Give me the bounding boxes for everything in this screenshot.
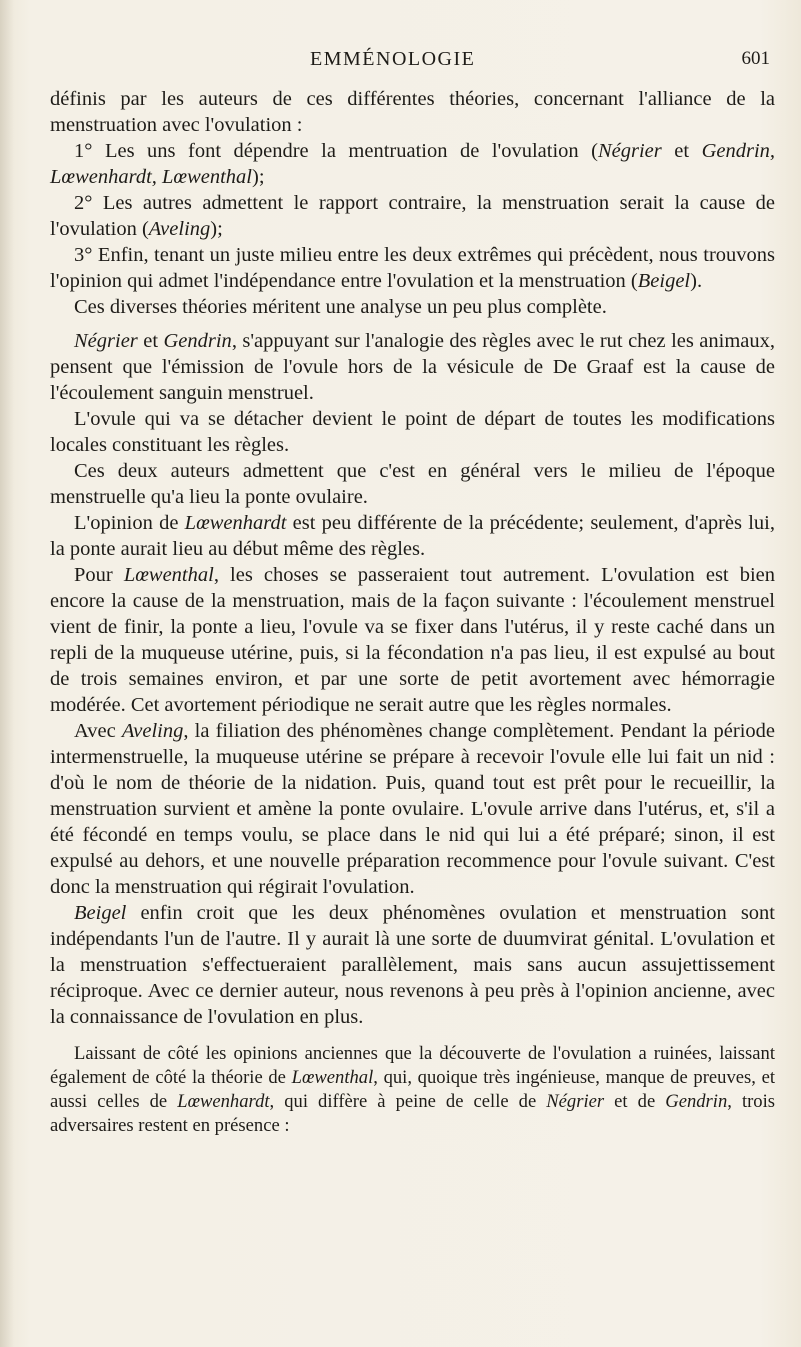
text-run: 3° Enfin, tenant un juste milieu entre les deux extrêmes qui précèdent, nous trouvons l'opinion qui admet l'indépendance entre l'ovulation et la menstruation ( <box>50 244 775 292</box>
author-name: Négrier <box>546 1091 605 1112</box>
paragraph-4 <box>50 242 775 294</box>
text-run: 2° Les autres admettent le rapport contraire, la menstruation serait la cause de l'ovulation ( <box>50 192 775 240</box>
paragraph-11 <box>50 718 775 900</box>
author-name: Lœwenhardt <box>184 512 287 534</box>
text-run: ); <box>252 166 265 188</box>
running-title: EMMÉNOLOGIE <box>310 48 476 70</box>
paragraph-9 <box>50 510 775 562</box>
author-names: Gendrin, Lœwenhardt, Lœwenthal <box>50 140 776 188</box>
text-run: , qui, quoique très ingénieuse, manque de preuves, et aussi celles de <box>50 1067 775 1112</box>
text-run: est peu différente de la précédente; seulement, d'après lui, la ponte aurait lieu au début même des règles. <box>50 512 775 560</box>
author-name: Beigel <box>637 270 691 292</box>
text-run: L'opinion de <box>74 512 185 534</box>
author-name: Aveling <box>148 218 211 240</box>
text-run: ); <box>210 218 223 240</box>
paragraph-6 <box>50 328 775 406</box>
paragraph-8 <box>50 458 775 510</box>
paragraph-7 <box>50 406 775 458</box>
text-run: Pour <box>74 564 124 586</box>
text-run: et <box>137 330 164 352</box>
author-name: Beigel <box>74 902 127 924</box>
text-run: , trois adversaires restent en présence : <box>50 1091 776 1136</box>
text-run: 1° Les uns font dépendre la mentruation de l'ovulation ( <box>74 140 598 162</box>
text-run: et de <box>604 1091 666 1112</box>
text-run: enfin croit que les deux phénomènes ovulation et menstruation sont indépendants l'un de l'autre. Il y aurait là une sorte de duumvirat génital. L'ovulation et la menstruation s'effectueraient parallèlement, mais sans aucun assujettissement réciproque. Avec ce dernier auteur, nous revenons à peu près à l'opinion ancienne, avec la connaissance de l'ovulation en plus. <box>50 902 775 1028</box>
text-run: et <box>661 140 702 162</box>
paragraph-8-text: Ces deux auteurs admettent que c'est en général vers le milieu de l'époque menstruelle qu'a lieu la ponte ovulaire. <box>50 460 775 508</box>
text-run: , la filiation des phénomènes change complètement. Pendant la période intermenstruelle, la muqueuse utérine se prépare à recevoir l'ovule elle lui fait un nid : d'où le nom de théorie de la nidation. Puis, quand tout est prêt pour le recueillir, la menstruation survient et amène la ponte ovulaire. L'ovule arrive dans l'utérus, et, s'il a été fécondé en temps voulu, se place dans le nid qui lui a été préparé; sinon, il est expulsé au dehors, et une nouvelle préparation recommence pour l'ovule suivant. C'est donc la menstruation qui régirait l'ovulation. <box>50 720 775 898</box>
text-run: Laissant de côté les opinions anciennes que la découverte de l'ovulation a ruinées, laissant également de côté la théorie de <box>50 1043 775 1088</box>
author-name: Lœwenthal <box>123 564 214 586</box>
paragraph-7-text: L'ovule qui va se détacher devient le point de départ de toutes les modifications locales constituant les règles. <box>50 408 775 456</box>
page-header <box>60 48 770 78</box>
author-name: Gendrin <box>665 1091 728 1112</box>
author-name: Négrier <box>74 330 138 352</box>
text-run: , les choses se passeraient tout autrement. L'ovulation est bien encore la cause de la menstruation, mais de la façon suivante : l'écoulement menstruel vient de finir, la ponte a lieu, l'ovule va se fixer dans l'utérus, il y reste caché dans un repli de la muqueuse utérine, puis, si la fécondation n'a pas lieu, il est expulsé au bout de trois semaines environ, et par une sorte de petit avortement avec hémorragie modérée. Cet avortement périodique ne serait autre que les règles normales. <box>50 564 776 716</box>
paragraph-5 <box>50 294 775 320</box>
paragraph-1 <box>50 86 775 138</box>
paragraph-2 <box>50 138 775 190</box>
author-name: Négrier <box>597 140 662 162</box>
author-name: Lœwenthal <box>291 1067 374 1088</box>
text-run: , qui diffère à peine de celle de <box>269 1091 547 1112</box>
paragraph-10 <box>50 562 775 718</box>
text-run: ). <box>690 270 703 292</box>
author-name: Lœwenhardt <box>177 1091 270 1112</box>
paragraph-3 <box>50 190 775 242</box>
page-gutter-shadow <box>0 0 14 1347</box>
author-name: Gendrin <box>163 330 232 352</box>
body-text <box>50 86 775 1138</box>
paragraph-13 <box>50 1042 775 1138</box>
paragraph-1-text: définis par les auteurs de ces différentes théories, concernant l'alliance de la menstruation avec l'ovulation : <box>50 88 775 136</box>
paragraph-12 <box>50 900 775 1030</box>
page-number: 601 <box>741 48 770 69</box>
text-run: Avec <box>74 720 122 742</box>
text-run: , s'appuyant sur l'analogie des règles avec le rut chez les animaux, pensent que l'émission de l'ovule hors de la vésicule de De Graaf est la cause de l'écoulement sanguin menstruel. <box>50 330 775 404</box>
paragraph-5-text: Ces diverses théories méritent une analyse un peu plus complète. <box>74 296 607 318</box>
author-name: Aveling <box>121 720 184 742</box>
